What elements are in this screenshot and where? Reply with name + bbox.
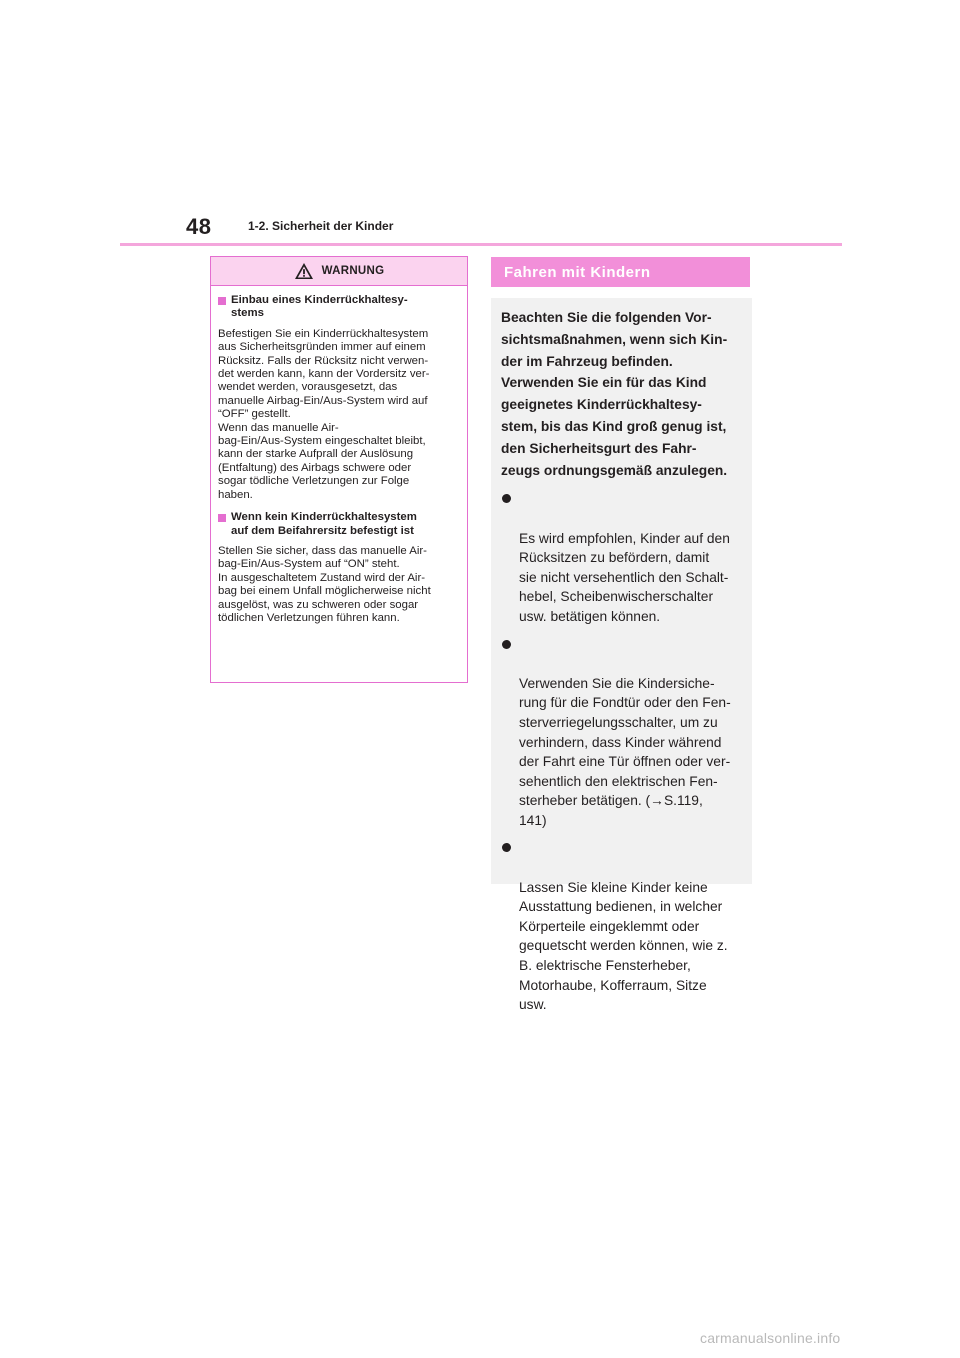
list-item-text: Es wird empfohlen, Kinder auf den Rücksitzen zu befördern, damit sie nicht versehentlich den Schalt- hebel, Scheibenwischerschalter usw. betätigen können. bbox=[519, 530, 730, 624]
bullet-dot-icon bbox=[502, 494, 511, 503]
bullet-list bbox=[491, 489, 752, 1014]
warning-heading-text: Einbau eines Kinderrückhaltesy- stems bbox=[231, 294, 408, 320]
list-item-text: Verwenden Sie die Kindersiche- rung für die Fondtür oder den Fen- sterverriegelungsschalter, um zu verhindern, dass Kinder während der Fahrt eine Tür öffnen oder ver- sehentlich den elektrischen Fen- sterheber betätigen. (→S.119, 141) bbox=[519, 675, 731, 828]
warning-paragraph: Befestigen Sie ein Kinderrückhaltesystem aus Sicherheitsgründen immer auf einem Rücksitz. Falls der Rücksitz nicht verwen- det werden kann, kann der Vordersitz ver- wendet werden, vorausgesetzt, das manuelle Airbag-Ein/Aus-System wird auf “OFF” gestellt. Wenn das manuelle Air- bag-Ein/Aus-System eingeschaltet bleibt, kann der starke Aufprall der Auslösung (Entfaltung) des Airbags schwere oder sogar tödliche Verletzungen zur Folge haben. bbox=[218, 327, 430, 501]
warning-paragraph: Stellen Sie sicher, dass das manuelle Air- bag-Ein/Aus-System auf “ON” steht. In ausgeschaltetem Zustand wird der Air- bag bei einem Unfall möglicherweise nicht ausgelöst, was zu schweren oder sogar tödlichen Verletzungen führen kann. bbox=[218, 544, 431, 624]
warning-body bbox=[211, 286, 467, 625]
warning-header bbox=[211, 257, 467, 286]
watermark: carmanualsonline.info bbox=[700, 1330, 841, 1346]
square-marker-icon bbox=[218, 297, 226, 305]
bullet-dot-icon bbox=[502, 640, 511, 649]
warning-box bbox=[210, 256, 468, 683]
square-marker-icon bbox=[218, 514, 226, 522]
list-item bbox=[491, 838, 752, 1014]
warning-section-heading bbox=[218, 511, 461, 538]
list-item bbox=[491, 635, 752, 831]
info-box bbox=[491, 298, 752, 1013]
warning-section-heading bbox=[218, 294, 461, 321]
list-item-text: Lassen Sie kleine Kinder keine Ausstattung bedienen, in welcher Körperteile eingeklemmt oder gequetscht werden können, wie z. B. elektrische Fensterheber, Motorhaube, Kofferraum, Sitze usw. bbox=[519, 879, 728, 1013]
topic-title: Fahren mit Kindern bbox=[504, 263, 651, 281]
warning-heading-text: Wenn kein Kinderrückhaltesystem auf dem Beifahrersitz befestigt ist bbox=[231, 511, 417, 537]
warning-title: WARNUNG bbox=[321, 265, 385, 277]
section-title: 1-2. Sicherheit der Kinder bbox=[248, 219, 394, 233]
topic-header bbox=[491, 257, 750, 287]
list-item bbox=[491, 489, 752, 626]
bullet-dot-icon bbox=[502, 843, 511, 852]
page-number: 48 bbox=[186, 214, 212, 239]
warning-triangle-icon bbox=[294, 262, 314, 280]
header-rule bbox=[120, 243, 842, 246]
intro-text: Beachten Sie die folgenden Vor- sichtsmaßnahmen, wenn sich Kin- der im Fahrzeug befinden. Verwenden Sie ein für das Kind geeignetes Kinderrückhaltesy- stem, bis das Kind groß genug ist, den Sicherheitsgurt des Fahr- zeugs ordnungsgemäß anzulegen. bbox=[501, 310, 728, 478]
